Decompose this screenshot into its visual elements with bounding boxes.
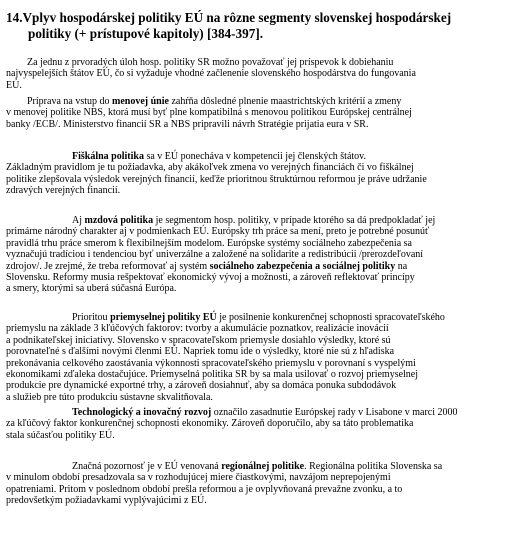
text-run: sa v EÚ ponecháva v kompetencii jej členských štátov. (143, 151, 367, 162)
paragraph-line: primárne národný charakter aj v podmienkach EÚ. Európsky trh práce sa mení, preto je potrebné posunúť (6, 226, 430, 238)
paragraph-line: politike zlepšovala výsledok verejných financií, keďže prioritnou štruktúrnou reformou je práve udržanie (6, 173, 427, 185)
text-run: . Regionálna politika Slovenska sa (304, 461, 443, 472)
paragraph-line (6, 215, 498, 226)
paragraph-line: za kľúčový faktor konkurenčnej schopnosti ekonomiky. Zároveň doporučilo, aby sa táto problematika (6, 418, 414, 430)
paragraph-line: v menovej politike NBS, ktorá musí byť plne kompatibilná s menovou politikou Európskej centrálnej (6, 107, 412, 119)
paragraph-wage-policy (6, 215, 498, 295)
paragraph-fiscal-policy (6, 151, 498, 197)
paragraph-line (6, 312, 498, 323)
term-industrial-policy: priemyselnej politiky EÚ (110, 312, 217, 323)
paragraph-line: ekonomikami zďaleka dostačujúce. Priemyselná politika SR by sa mala usilovať o rozvoj priemyselnej (6, 369, 419, 381)
paragraph-line: Základným pravidlom je tu požiadavka, aby akákoľvek zmena vo verejných financiách či vo fiškálnej (6, 162, 414, 174)
paragraph-line: v minulom období presadzovala sa v rozhodujúcej miere čiastkovými, navzájom neprepojenými (6, 472, 391, 484)
term-regional-policy: regionálnej politike (221, 461, 305, 472)
term-social-security: sociálneho zabezpečenia a sociálnej politiky (209, 260, 396, 272)
paragraph-line: priemyslu na základe 3 kľúčových faktorov: tvorby a akumulácie poznatkov, realizácie inovácií (6, 323, 389, 335)
text-run: Aj (72, 215, 85, 226)
paragraph-line: EÚ. (6, 79, 22, 91)
paragraph-line: najvyspelejších štátov EÚ, čo si vyžaduje vhodné začlenenie slovenského hospodárstva do fungovania (6, 68, 416, 80)
paragraph-line (6, 261, 498, 272)
paragraph-line (6, 407, 498, 418)
heading-line-2: politiky (+ prístupové kapitoly) [384-397]. (28, 26, 264, 41)
paragraph-line: zdravých verejných financií. (6, 185, 121, 197)
text-run: Značná pozornosť je v EÚ venovaná (72, 461, 222, 472)
text-run: Prioritou (72, 312, 111, 323)
paragraph-line: banky /ECB/. Ministerstvo financií SR a NBS pripravili návrh Stratégie prijatia eura v SR. (6, 118, 369, 130)
paragraph-line (6, 151, 498, 162)
text-run: označilo zasadnutie Európskej rady v Lisabone v marci 2000 (211, 407, 458, 418)
paragraph-line (6, 96, 498, 107)
paragraph-regional-policy (6, 461, 498, 507)
paragraph-line: a smery, ktorými sa uberá súčasná Európa. (6, 283, 177, 295)
paragraph-line: a podnikateľskej iniciatívy. Slovensko v spracovateľskom priemysle dosiahlo výsledky, ktoré sú (6, 334, 391, 346)
term-wage-policy: mzdová politika (84, 215, 154, 226)
paragraph-line: pravidlá trhu práce smerom k flexibilnejším modelom. Európske systémy sociálneho zabezpečenia sa (6, 237, 412, 249)
section-heading (6, 10, 496, 42)
paragraph-line: Slovensku. Reformy musia rešpektovať ekonomický vývoj a možnosti, a zároveň reflektovať princípy (6, 272, 415, 284)
paragraph-line: produkcie pre dynamické exportné trhy, a zároveň dosiahnuť, aby sa domáca ponuka subdodávok (6, 380, 397, 392)
text-run: zahŕňa dôsledné plnenie maastrichtských kritérií a zmeny (168, 96, 402, 107)
paragraph-line (6, 461, 498, 472)
paragraph-line: stala súčasťou politiky EÚ. (6, 429, 115, 441)
paragraph-industrial-policy (6, 312, 498, 403)
text-run: Príprava na vstup do (27, 96, 112, 107)
term-innovation: Technologický a inovačný rozvoj (72, 407, 212, 418)
text-run: na (395, 260, 408, 272)
paragraph-intro (6, 57, 498, 91)
paragraph-innovation (6, 407, 498, 441)
term-monetary-union: menovej únie (112, 96, 169, 107)
heading-line-1: 14.Vplyv hospodárskej politiky EÚ na rôzne segmenty slovenskej hospodárskej (6, 10, 452, 25)
text-run: zdrojov/. Je zrejmé, že treba reformovať aj systém (6, 260, 210, 272)
text-run: je segmentom hosp. politiky, v prípade ktorého sa dá predpokladať jej (153, 215, 436, 226)
paragraph-line: porovnateľné s ďalšími novými členmi EÚ. Napriek tomu ide o výsledky, ktoré nie sú z hľadiska (6, 346, 395, 358)
paragraph-line: Za jednu z prvoradých úloh hosp. politiky SR možno považovať jej príspevok k dobiehaniu (27, 57, 394, 68)
paragraph-line: a služieb pre túto produkciu sústavne skvalitňovala. (6, 391, 213, 403)
paragraph-monetary-union (6, 96, 498, 130)
paragraph-line: vyznačujú tradíciou i tendenciou byť univerzálne a založené na solidarite a redistribúcii /prerozdeľovaní (6, 249, 424, 261)
paragraph-line: predovšetkým požiadavkami vyplývajúcimi z EÚ. (6, 495, 207, 507)
paragraph-line: opatreniami. Pritom v poslednom období prešla reformou a je ovplyvňovaná prevažne zvonku, a to (6, 483, 403, 495)
term-fiscal-policy: Fiškálna politika (72, 151, 144, 162)
text-run: je posilnenie konkurenčnej schopnosti spracovateľského (216, 312, 445, 323)
paragraph-line: prekonávania celkového zaostávania výkonnosti spracovateľského priemyslu v porovnaní s vyspelými (6, 357, 416, 369)
